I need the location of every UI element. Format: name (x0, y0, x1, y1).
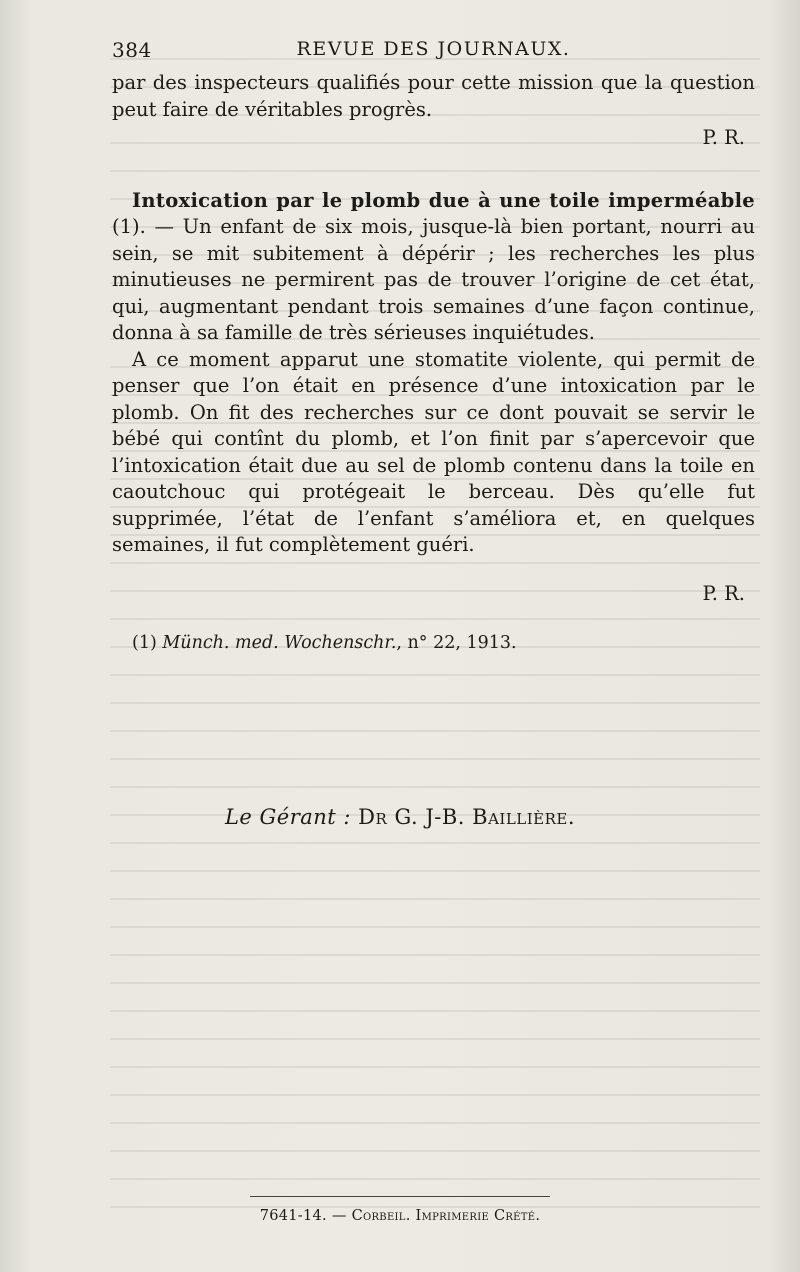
signature-initials-2: P. R. (702, 581, 745, 605)
article-paragraph (112, 188, 755, 347)
gerant-name: Dr G. J-B. Baillière. (358, 805, 576, 829)
article-title: Intoxication par le plomb due à une toile imperméable (132, 188, 755, 212)
gerant-label: Le Gérant : (224, 805, 351, 829)
main-text (112, 70, 755, 607)
signature-initials: P. R. (702, 126, 745, 149)
printer-imprint: 7641-14. — Corbeil. Imprimerie Crété. (259, 1208, 541, 1224)
article-paragraph-2: A ce moment apparut une stomatite violente, qui permit de penser que l’on était en présence d’une intoxication par le plomb. On fit des recherches sur ce dont pouvait se servir le bébé qui contînt du plomb, et l’on finit par s’apercevoir que l’intoxication était due au sel de plomb contenu dans la toile en caoutchouc qui protégeait le berceau. Dès qu’elle fut supprimée, l’état de l’enfant s’améliora et, en quelques semaines, il fut complètement guéri. (112, 347, 755, 556)
footnote-details: , n° 22, 1913. (396, 633, 517, 653)
continued-paragraph: par des inspecteurs qualifiés pour cette mission que la question peut faire de véritables progrès. (112, 71, 755, 121)
footnote-journal: Münch. med. Wochenschr. (162, 633, 397, 653)
running-title: REVUE DES JOURNAUX. (296, 38, 571, 60)
article-text: — Un enfant de six mois, jusque-là bien portant, nourri au sein, se mit subitement à dépérir ; les recherches les plus minutieuses ne permirent pas de trouver l’origine de cet état, qui, augmentant pendant trois semaines d’une façon continue, donna à sa famille de très sérieuses inquiétudes. (112, 215, 755, 344)
imprint-rule (250, 1196, 550, 1197)
page-number: 384 (112, 38, 152, 62)
publisher-signature (0, 805, 800, 829)
footnote-marker: (1) (132, 633, 157, 653)
footnote-reference: (1). (112, 215, 146, 238)
footnote (132, 633, 755, 653)
